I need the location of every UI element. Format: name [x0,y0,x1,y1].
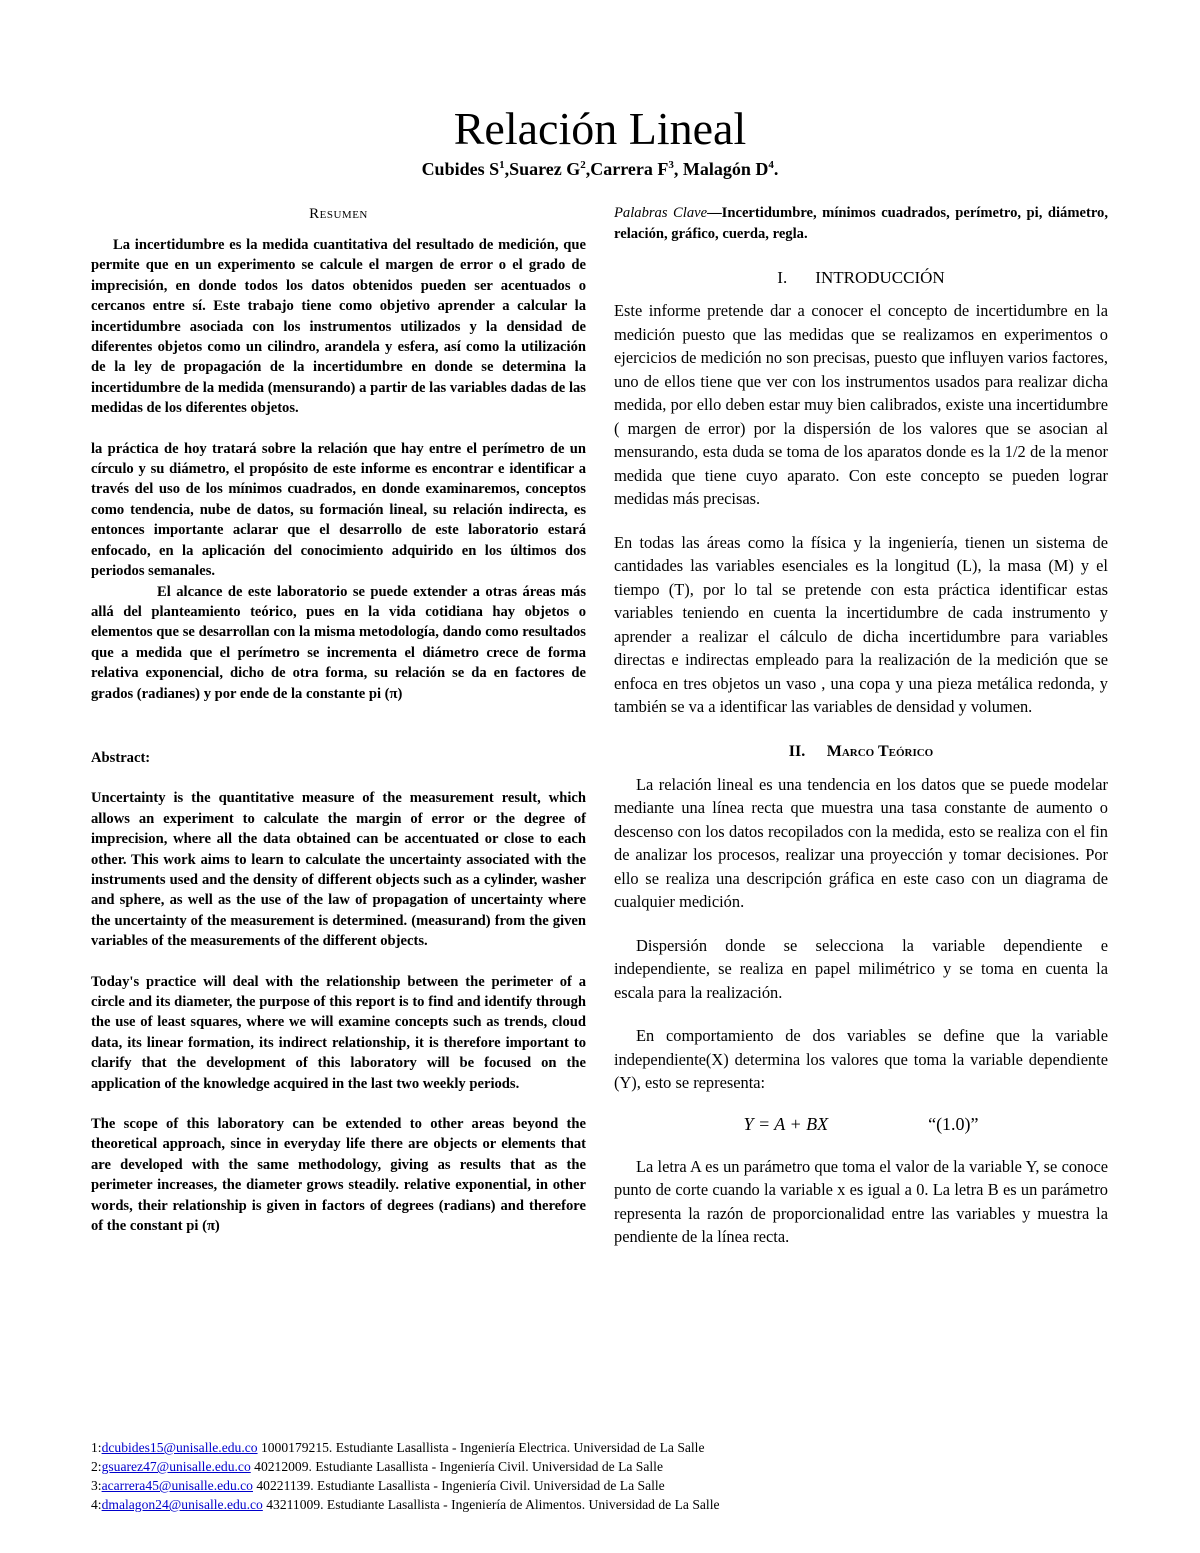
footnote [91,1495,991,1514]
resumen-paragraph: La incertidumbre es la medida cuantitativa del resultado de medición, que permite que en un experimento se calcule el margen de error o el grado de imprecisión, en donde todos los datos obtenidos pueden ser acentuados o cercanos entre sí. Este trabajo tiene como objetivo aprender a calcular la incertidumbre asociada con los instrumentos utilizados y la densidad de diferentes objetos como un cilindro, arandela y esfera, así como la utilización de la ley de propagación de la incertidumbre en donde se determina la incertidumbre de la medida (mensurando) a partir de las variables dadas de las medidas de los diferentes objetos. [91,237,586,417]
footnote-email-link[interactable]: gsuarez47@unisalle.edu.co [101,1459,251,1474]
equation-expression: Y = A + BX [743,1113,829,1134]
section-title: INTRODUCCIÓN [815,268,945,287]
footnotes [91,1438,991,1514]
keywords-text: —Incertidumbre, mínimos cuadrados, perímetro, pi, diámetro, relación, gráfico, cuerda, regla. [614,205,1108,242]
section-number: I. [777,268,788,287]
abstract-paragraph: The scope of this laboratory can be extended to other areas beyond the theoretical approach, since in everyday life there are objects or elements that are developed with the same methodology, giving as results that as the perimeter increases, the diameter grows steadily. relative exponential, in other words, their relationship is given in factors of degrees (radians) and therefore of the constant pi (π) [91,1116,586,1235]
abstract-heading: Abstract: [91,749,151,766]
intro-paragraph: En todas las áreas como la física y la ingeniería, tienen un sistema de cantidades las variables esenciales es la longitud (L), la masa (M) y el tiempo (T), por lo tal se pretende con esta práctica identificar estas variables teniendo en cuenta la incertidumbre de cada instrumento y aprender a realizar el cálculo de dicha incertidumbre para variables directas e indirectas empleado para la realización de la medición que se enfoca en tres objetos un vaso , una copa y una pieza metálica redonda, y también se va a identificar las variables de densidad y volumen. [614,532,1108,716]
marco-paragraph: La relación lineal es una tendencia en los datos que se puede modelar mediante una línea recta que muestra una tasa constante de aumento o descenso con los datos recopilados con la medida, esto se realiza con el fin de analizar los procesos, realizar una proyección y tomar decisiones. Por ello se realiza una descripción gráfica en este caso con un diagrama de cualquier medición. [614,774,1108,911]
marco-paragraph: En comportamiento de dos variables se define que la variable independiente(X) determina los valores que toma la variable dependiente (Y), esto se representa: [614,1026,1108,1092]
author-name: Suarez G [509,159,581,179]
footnote-number: 3: [91,1478,102,1493]
footnote-text: 1000179215. Estudiante Lasallista - Ingeniería Electrica. Universidad de La Salle [257,1440,705,1455]
footnote-email-link[interactable]: dmalagon24@unisalle.edu.co [101,1497,263,1512]
marco-paragraph: Dispersión donde se selecciona la variable dependiente e independiente, se realiza en papel milimétrico y se toma en cuenta la escala para la realización. [614,935,1108,1002]
footnote-text: 43211009. Estudiante Lasallista - Ingeniería de Alimentos. Universidad de La Salle [262,1497,720,1512]
keywords [614,203,1108,245]
author-affiliation-sup: 2 [580,159,586,171]
footnote-number: 2: [91,1459,102,1474]
abstract-paragraph: Today's practice will deal with the relationship between the perimeter of a circle and its diameter, the purpose of this report is to find and identify through the use of least squares, where we will examine concepts such as trends, cloud data, its linear formation, its indirect relationship, it is therefore important to clarify that the development of this laboratory will be focused on the application of the knowledge acquired in the last two weekly periods. [91,973,586,1092]
footnote [91,1438,991,1457]
author-name: Carrera F [590,159,669,179]
section-title: Marco Teórico [826,742,934,760]
author-affiliation-sup: 1 [499,159,505,171]
section-number: II. [788,742,806,760]
right-column [614,203,1108,1249]
resumen-paragraph: El alcance de este laboratorio se puede extender a otras áreas más allá del planteamiento teórico, pues en la vida cotidiana hay objetos o elementos que se desarrollan con la misma metodología, dando como resultados que a medida que el perímetro se incrementa el diámetro crece de forma relativa exponencial, dicho de otra forma, su relación se da en factores de grados (radianes) y por ende de la constante pi (π) [91,583,586,702]
resumen-paragraph: la práctica de hoy tratará sobre la relación que hay entre el perímetro de un círculo y su diámetro, el propósito de este informe es encontrar e identificar a través del uso de los mínimos cuadrados, en donde examinaremos, conceptos como tendencia, nube de datos, su formación lineal, su relación indirecta, es entonces importante aclarar que el desarrollo de este laboratorio estará enfocado, en la aplicación del conocimiento adquirido en los últimos dos periodos semanales. [91,440,586,580]
author-name: Malagón D [682,159,769,179]
footnote-text: 40212009. Estudiante Lasallista - Ingeniería Civil. Universidad de La Salle [250,1459,663,1474]
footnote-number: 4: [91,1497,102,1512]
footnote-email-link[interactable]: dcubides15@unisalle.edu.co [101,1440,258,1455]
resumen-heading: Resumen [309,206,368,222]
equation-number: “(1.0)” [928,1113,979,1134]
author-list: Cubides $S^1,Suarez$ $G^2,Carrera$ $F^3$, Malagón $D^4$. [421,159,779,179]
footnote [91,1476,991,1495]
footnote-number: 1: [91,1440,102,1455]
footnote-email-link[interactable]: acarrera45@unisalle.edu.co [101,1478,253,1493]
keywords-label: Palabras Clave [614,205,708,221]
footnote-text: 40221139. Estudiante Lasallista - Ingeniería Civil. Universidad de La Salle [252,1478,665,1493]
author-affiliation-sup: 4 [768,159,774,171]
author-affiliation-sup: 3 [668,159,674,171]
equation [614,1111,1108,1137]
author-name: Cubides S [421,159,500,179]
left-column [91,203,586,1236]
intro-paragraph: Este informe pretende dar a conocer el concepto de incertidumbre en la medición puesto que las medidas que se realizamos en experimentos o ejercicios de medición no son precisas, puesto que influyen varios factores, uno de ellos tiene que ver con los instrumentos usados para realizar dicha medida, por ello deben estar muy bien calibrados, existe una incertidumbre ( margen de error) por la dispersión de los valores que se asocian al mensurando, esta duda se toma de los aparatos donde es la 1/2 de la menor medida que tiene cuyo aparato. Con este concepto se pueden lograr medidas más precisas. [614,301,1108,508]
abstract-paragraph: Uncertainty is the quantitative measure of the measurement result, which allows an experiment to calculate the margin of error or the degree of imprecision, where all the data obtained can be accentuated or close to each other. This work aims to learn to calculate the uncertainty associated with the instruments used and the density of different objects such as a cylinder, washer and sphere, as well as the use of the law of propagation of uncertainty where the uncertainty of the measurement is determined. (measurand) from the given variables of the measurements of the different objects. [91,790,586,950]
paper-title: Relación Lineal [453,103,747,154]
footnote [91,1457,991,1476]
section-heading-introduccion [614,267,1108,289]
section-heading-marco-teorico [614,741,1108,763]
marco-paragraph: La letra A es un parámetro que toma el valor de la variable Y, se conoce punto de corte cuando la variable x es igual a 0. La letra B es un parámetro representa la razón de proporcionalidad entre las variables y muestra la pendiente de la línea recta. [614,1156,1108,1246]
